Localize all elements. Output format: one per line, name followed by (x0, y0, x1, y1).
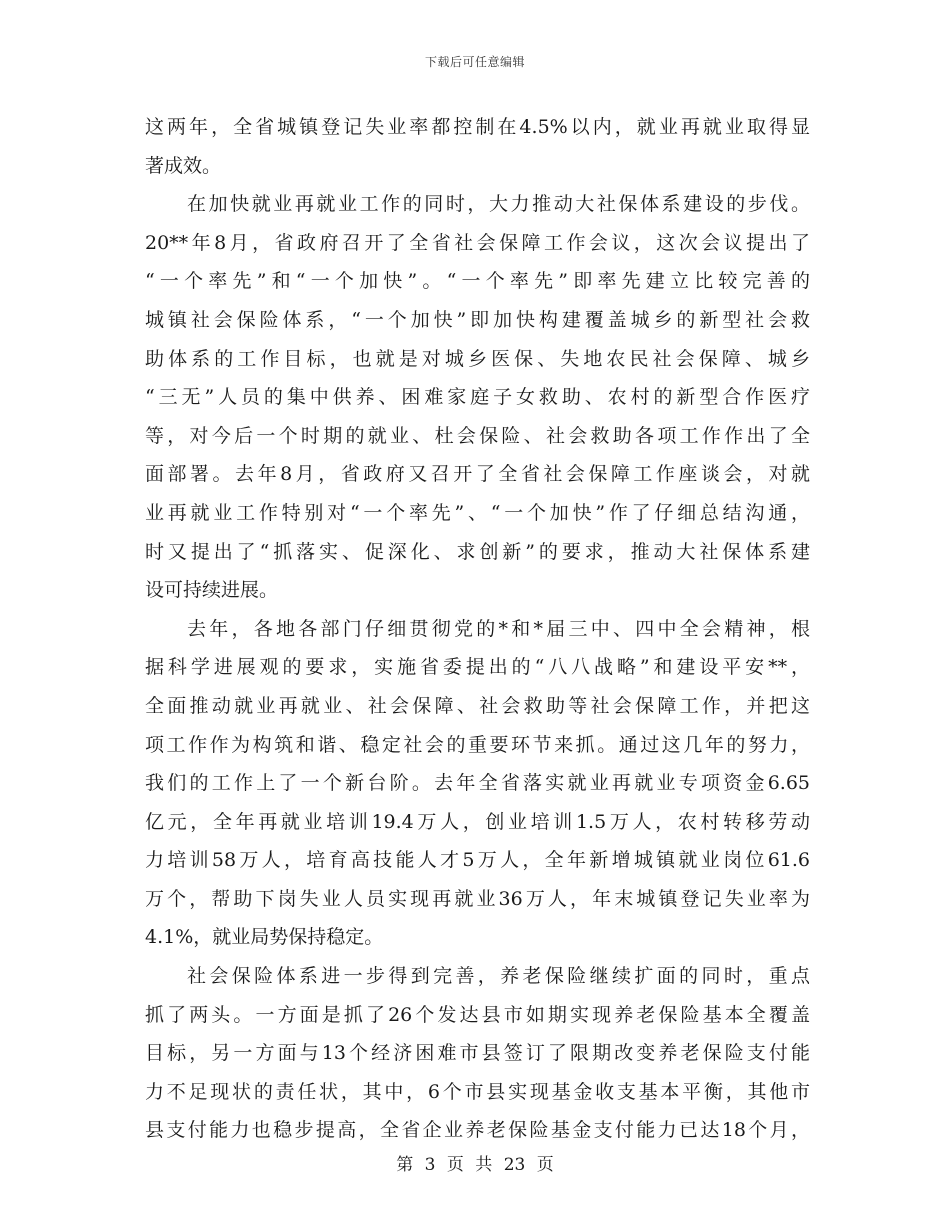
text-line: 目标，另一方面与13个经济困难市县签订了限期改变养老保险支付能 (145, 1042, 810, 1065)
text-line: 设可持续进展。 (145, 579, 279, 602)
text-line: 面部署。去年8月，省政府又召开了全省社会保障工作座谈会，对就 (145, 463, 810, 486)
page-header: 下载后可任意编辑 (424, 55, 525, 69)
text-line: 助体系的工作目标，也就是对城乡医保、失地农民社会保障、城乡 (145, 347, 810, 370)
text-line: “一个率先”和“一个加快”。“一个率先”即率先建立比较完善的 (145, 270, 810, 293)
text-line: 这两年，全省城镇登记失业率都控制在4.5%以内，就业再就业取得显 (145, 116, 810, 138)
text-line: 全面推动就业再就业、社会保障、社会救助等社会保障工作，并把这 (145, 694, 810, 717)
text-line: 业再就业工作特别对“一个率先”、“一个加快”作了仔细总结沟通， (145, 501, 810, 524)
text-line: 县支付能力也稳步提高，全省企业养老保险基金支付能力已达18个月， (145, 1119, 810, 1142)
text-line: 项工作作为构筑和谐、稳定社会的重要环节来抓。通过这几年的努力， (145, 733, 810, 756)
text-line: 20**年8月，省政府召开了全省社会保障工作会议，这次会议提出了 (145, 231, 810, 254)
text-line: 亿元，全年再就业培训19.4万人，创业培训1.5万人，农村转移劳动 (145, 810, 810, 833)
text-line: 4.1%，就业局势保持稳定。 (145, 926, 384, 949)
text-line: 据科学进展观的要求，实施省委提出的“八八战略”和建设平安**， (145, 656, 810, 679)
text-line: 力不足现状的责任状，其中，6个市县实现基金收支基本平衡，其他市 (145, 1080, 810, 1103)
text-line: 力培训58万人，培育高技能人才5万人，全年新增城镇就业岗位61.6 (145, 849, 810, 872)
text-line: 抓了两头。一方面是抓了26个发达县市如期实现养老保险基本全覆盖 (145, 1003, 810, 1026)
text-line: 等，对今后一个时期的就业、杜会保险、社会救助各项工作作出了全 (145, 424, 810, 447)
text-line: 万个，帮助下岗失业人员实现再就业36万人，年末城镇登记失业率为 (145, 887, 810, 910)
paragraph-start-line: 在加快就业再就业工作的同时，大力推动大社保体系建设的步伐。 (187, 193, 810, 216)
text-line: 我们的工作上了一个新台阶。去年全省落实就业再就业专项资金6.65 (145, 772, 810, 795)
text-line: 著成效。 (145, 154, 222, 177)
text-line: “三无”人员的集中供养、困难家庭子女救助、农村的新型合作医疗 (145, 386, 810, 409)
page-footer: 第 3 页 共 23 页 (396, 1155, 554, 1175)
document-body (145, 108, 810, 1150)
text-line: 时又提出了“抓落实、促深化、求创新”的要求，推动大社保体系建 (145, 540, 810, 563)
text-line: 城镇社会保险体系，“一个加快”即加快构建覆盖城乡的新型社会救 (145, 308, 810, 331)
paragraph-start-line: 去年，各地各部门仔细贯彻党的*和*届三中、四中全会精神，根 (187, 617, 810, 640)
paragraph-start-line: 社会保险体系进一步得到完善，养老保险继续扩面的同时，重点 (187, 965, 810, 988)
